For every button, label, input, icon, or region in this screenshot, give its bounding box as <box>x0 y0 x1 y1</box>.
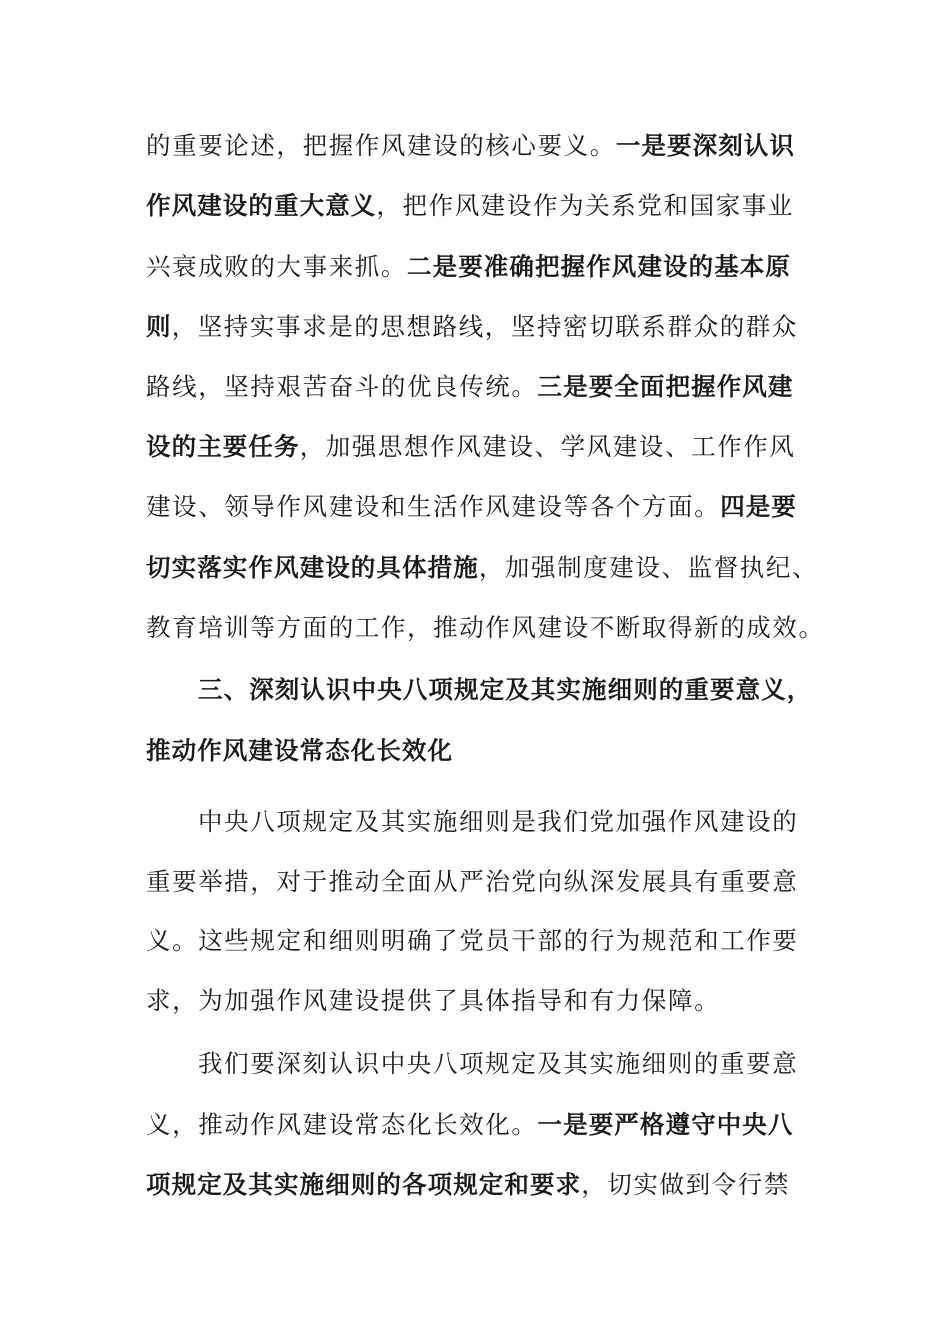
para3-bold-text: 项规定及其实施细则的各项规定和要求 <box>146 1170 582 1199</box>
para1-text: 的重要论述，把握作风建设的核心要义。 <box>146 131 616 160</box>
para1-line-6 <box>146 427 796 467</box>
section-heading-line-1: 三、深刻认识中央八项规定及其实施细则的重要意义， <box>198 675 813 704</box>
para1-bold-text: 则 <box>146 312 172 341</box>
para1-line-5 <box>146 367 794 407</box>
para1-text: 建设、领导作风建设和生活作风建设等各个方面。 <box>146 492 721 521</box>
para1-line-3 <box>146 247 791 287</box>
para1-bold-text: 三是要全面把握作风建 <box>537 372 794 401</box>
para1-bold-text: 一是要深刻认识 <box>615 131 796 160</box>
para2-line-4: 求，为加强作风建设提供了具体指导和有力保障。 <box>146 986 721 1015</box>
para3-text: ，切实做到令行禁 <box>581 1170 791 1199</box>
para1-text: 教育培训等方面的工作，推动作风建设不断取得新的成效。 <box>146 613 825 642</box>
para1-bold-text: 二是要准确把握作风建设的基本原 <box>407 252 791 281</box>
para1-bold-text: 切实落实作风建设的具体措施 <box>146 553 479 582</box>
para1-line-9 <box>146 608 825 648</box>
para1-text: ，加强思想作风建设、学风建设、工作作风 <box>299 432 796 461</box>
para3-line-1: 我们要深刻认识中央八项规定及其实施细则的重要意 <box>198 1049 799 1078</box>
para3-bold-text: 一是要严格遵守中央八 <box>537 1110 794 1139</box>
para3-line-3 <box>146 1165 790 1205</box>
para1-bold-text: 设的主要任务 <box>146 432 300 461</box>
para1-text: ，把作风建设作为关系党和国家事业 <box>376 191 795 220</box>
para1-line-4 <box>146 307 798 347</box>
para3-line-2 <box>146 1105 794 1145</box>
para1-bold-text: 四是要 <box>720 492 798 521</box>
para2-line-1: 中央八项规定及其实施细则是我们党加强作风建设的 <box>198 807 799 836</box>
para1-line-8 <box>146 548 818 588</box>
section-heading-line-2: 推动作风建设常态化长效化 <box>146 736 454 765</box>
para1-text: ，坚持实事求是的思想路线，坚持密切联系群众的群众 <box>171 312 799 341</box>
para1-bold-text: 作风建设的重大意义 <box>146 191 377 220</box>
para1-line-7 <box>146 487 797 527</box>
para3-text: 义，推动作风建设常态化长效化。 <box>146 1110 538 1139</box>
para1-line-2 <box>146 186 794 226</box>
para1-text: 路线，坚持艰苦奋斗的优良传统。 <box>146 372 538 401</box>
para2-line-2: 重要举措，对于推动全面从严治党向纵深发展具有重要意 <box>146 867 799 896</box>
para1-line-1 <box>146 126 795 166</box>
para2-line-3: 义。这些规定和细则明确了党员干部的行为规范和工作要 <box>146 926 799 955</box>
para1-text: ，加强制度建设、监督执纪、 <box>478 553 819 582</box>
para1-text: 兴衰成败的大事来抓。 <box>146 252 407 281</box>
